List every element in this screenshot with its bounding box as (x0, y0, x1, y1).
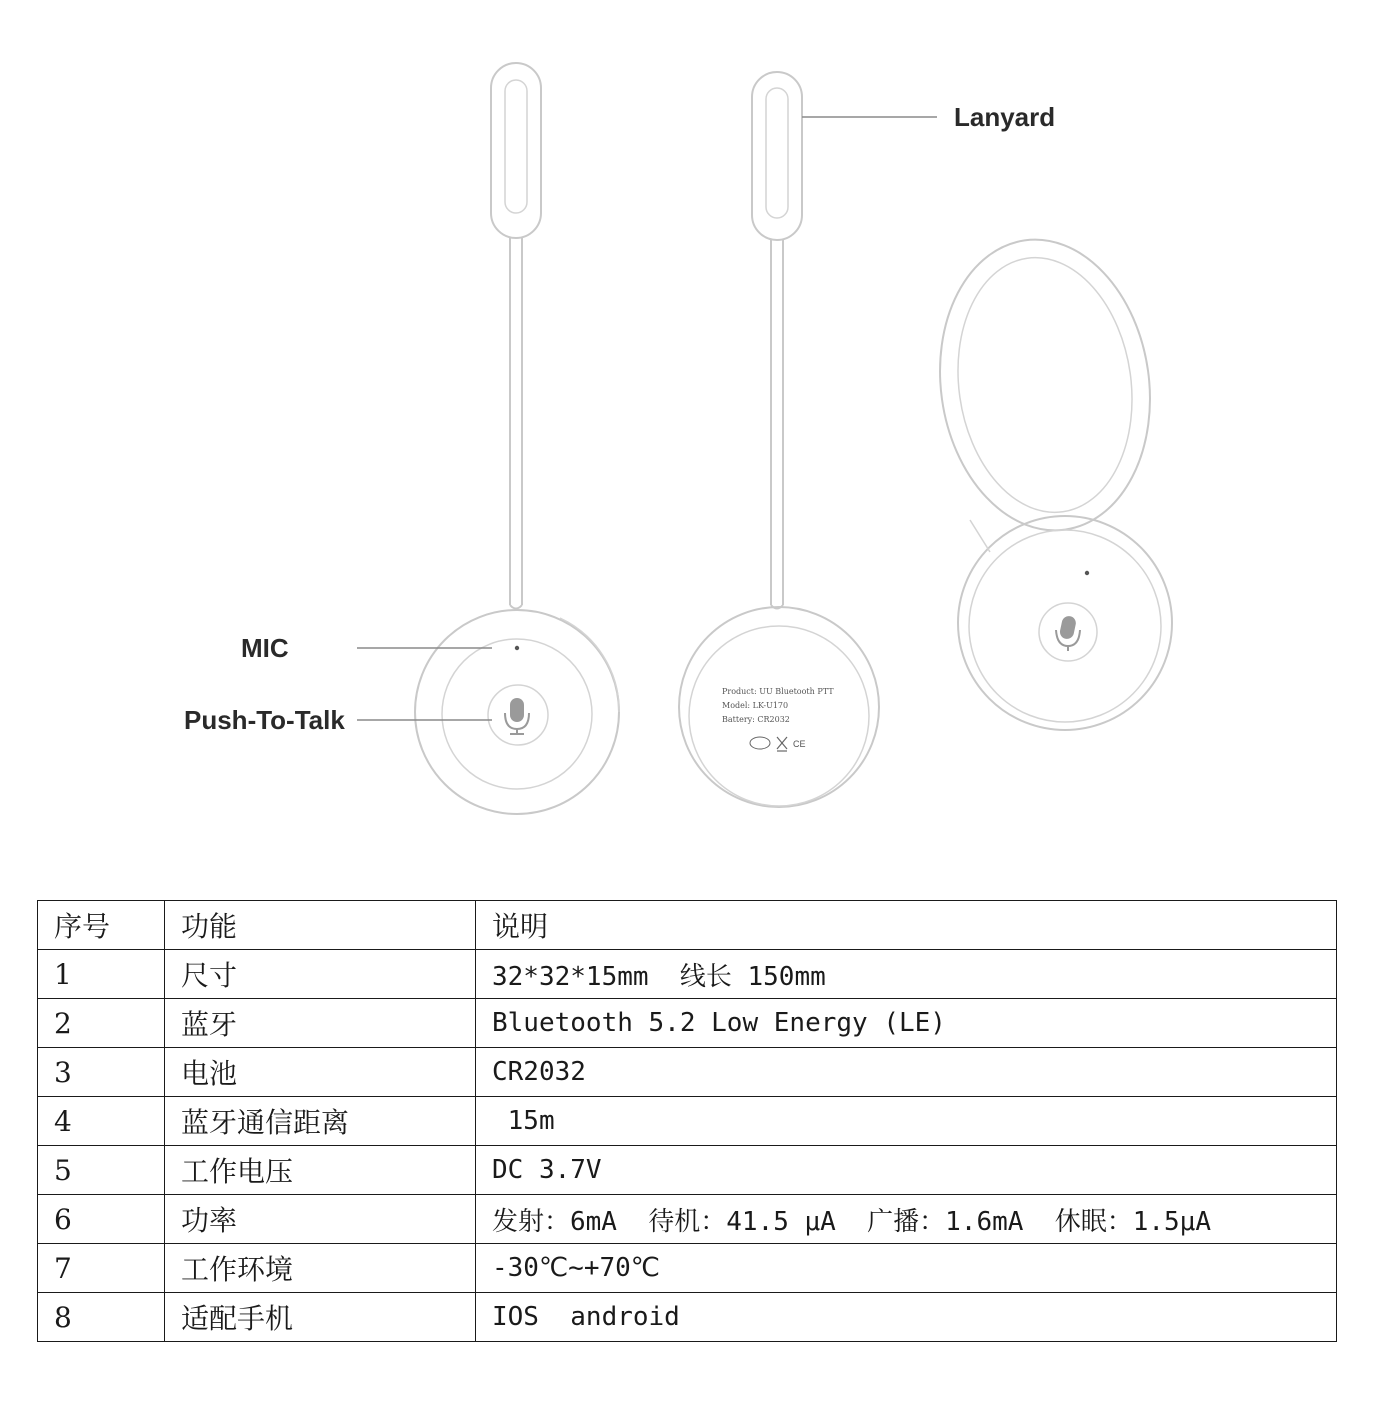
lanyard-loop-front (491, 63, 541, 238)
table-row (38, 1097, 1337, 1146)
row-feature: 工作环境 (165, 1244, 476, 1293)
row-desc: -30℃~+70℃ (476, 1244, 1337, 1293)
row-desc: IOS android (476, 1293, 1337, 1342)
table-header-row (38, 901, 1337, 950)
ptt-callout: Push-To-Talk (184, 705, 345, 735)
table-row (38, 1048, 1337, 1097)
back-label-battery: Battery: CR2032 (722, 715, 790, 724)
header-desc: 说明 (476, 901, 1337, 950)
certification-marks (750, 737, 806, 751)
row-feature: 蓝牙 (165, 999, 476, 1048)
row-desc: 15m (476, 1097, 1337, 1146)
table-row (38, 1146, 1337, 1195)
table-row (38, 1293, 1337, 1342)
ce-mark: CE (793, 739, 806, 749)
lanyard-loop-back (752, 72, 802, 240)
row-desc: 32*32*15mm 线长 150mm (476, 950, 1337, 999)
mic-callout: MIC (241, 633, 289, 663)
device-angled (922, 226, 1172, 730)
row-no: 6 (38, 1195, 165, 1244)
mic-hole (515, 646, 519, 650)
back-label-model: Model: LK-U170 (722, 701, 789, 710)
row-desc: 发射：6mA 待机：41.5 μA 广播：1.6mA 休眠：1.5μA (476, 1195, 1337, 1244)
device-back (679, 72, 1055, 807)
lanyard-callout: Lanyard (954, 102, 1056, 132)
spec-table (37, 900, 1337, 1342)
row-desc: CR2032 (476, 1048, 1337, 1097)
back-label-product: Product: UU Bluetooth PTT (722, 687, 834, 696)
table-row (38, 999, 1337, 1048)
row-feature: 功率 (165, 1195, 476, 1244)
row-no: 5 (38, 1146, 165, 1195)
row-feature: 蓝牙通信距离 (165, 1097, 476, 1146)
device-front (184, 63, 619, 814)
row-no: 1 (38, 950, 165, 999)
row-no: 8 (38, 1293, 165, 1342)
row-desc: DC 3.7V (476, 1146, 1337, 1195)
table-row (38, 950, 1337, 999)
row-feature: 电池 (165, 1048, 476, 1097)
table-row (38, 1244, 1337, 1293)
row-no: 3 (38, 1048, 165, 1097)
header-no: 序号 (38, 901, 165, 950)
row-feature: 尺寸 (165, 950, 476, 999)
row-no: 7 (38, 1244, 165, 1293)
row-feature: 工作电压 (165, 1146, 476, 1195)
header-feature: 功能 (165, 901, 476, 950)
row-no: 4 (38, 1097, 165, 1146)
weee-bin-icon (777, 737, 787, 751)
row-no: 2 (38, 999, 165, 1048)
microphone-icon-angled (1056, 615, 1080, 651)
row-desc: Bluetooth 5.2 Low Energy (LE) (476, 999, 1337, 1048)
row-feature: 适配手机 (165, 1293, 476, 1342)
microphone-icon (505, 698, 529, 734)
table-row (38, 1195, 1337, 1244)
